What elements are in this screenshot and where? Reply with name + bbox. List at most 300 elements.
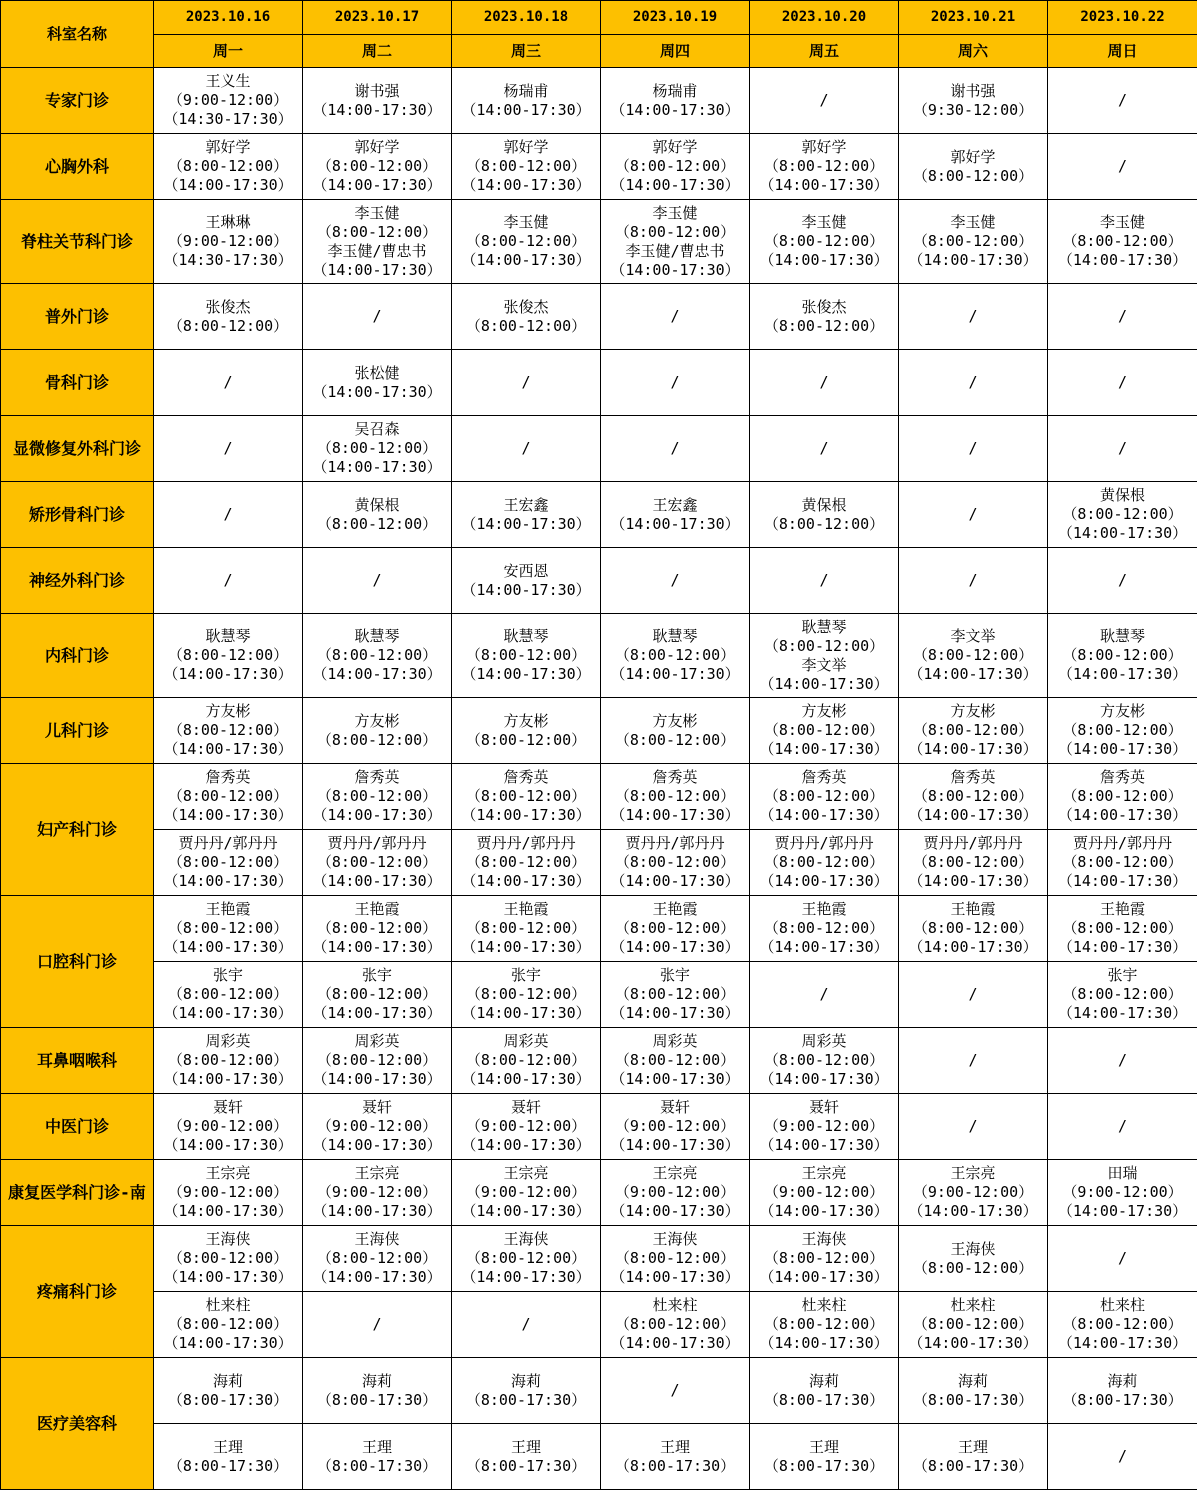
schedule-cell	[1048, 1226, 1197, 1292]
schedule-line: 方友彬	[154, 702, 302, 721]
no-clinic-mark: /	[452, 439, 600, 458]
schedule-cell	[601, 200, 750, 284]
schedule-cell	[1048, 1160, 1197, 1226]
schedule-line: 李文举	[899, 627, 1047, 646]
schedule-line: 聂轩	[154, 1098, 302, 1117]
table-row	[1, 350, 1197, 416]
schedule-line: （14:00-17:30）	[601, 1136, 749, 1155]
schedule-cell	[899, 482, 1048, 548]
schedule-cell	[154, 1160, 303, 1226]
schedule-cell	[154, 548, 303, 614]
schedule-line: （8:00-17:30）	[303, 1391, 451, 1410]
schedule-line: （14:00-17:30）	[601, 1334, 749, 1353]
weekday-header: 周二	[303, 35, 452, 68]
schedule-line: （14:00-17:30）	[452, 176, 600, 195]
schedule-line: （14:00-17:30）	[154, 740, 302, 759]
schedule-line: 王理	[303, 1438, 451, 1457]
schedule-cell	[1048, 1424, 1197, 1490]
schedule-line: 王艳霞	[303, 900, 451, 919]
schedule-line: 黄保根	[750, 496, 898, 515]
schedule-line: 谢书强	[303, 82, 451, 101]
schedule-line: （14:00-17:30）	[452, 1136, 600, 1155]
no-clinic-mark: /	[1048, 439, 1197, 458]
schedule-cell	[154, 1028, 303, 1094]
schedule-line: 方友彬	[303, 712, 451, 731]
schedule-line: 杜来柱	[899, 1296, 1047, 1315]
schedule-cell	[1048, 1292, 1197, 1358]
schedule-line: （14:00-17:30）	[1048, 938, 1197, 957]
schedule-line: （14:00-17:30）	[601, 872, 749, 891]
schedule-line: 王海侠	[452, 1230, 600, 1249]
schedule-line: （14:00-17:30）	[899, 806, 1047, 825]
schedule-line: （9:00-12:00）	[154, 91, 302, 110]
schedule-line: （8:00-12:00）	[899, 1259, 1047, 1278]
table-row	[1, 1160, 1197, 1226]
schedule-cell	[899, 962, 1048, 1028]
schedule-line: 王海侠	[899, 1240, 1047, 1259]
department-name: 专家门诊	[1, 68, 154, 134]
schedule-cell	[303, 1094, 452, 1160]
schedule-cell	[154, 1226, 303, 1292]
schedule-line: （8:00-12:00）	[601, 646, 749, 665]
schedule-cell	[601, 962, 750, 1028]
schedule-line: 王宗亮	[154, 1164, 302, 1183]
schedule-cell	[601, 350, 750, 416]
no-clinic-mark: /	[1048, 1447, 1197, 1466]
schedule-line: （8:00-12:00）	[452, 317, 600, 336]
schedule-line: 郭好学	[303, 138, 451, 157]
date-header: 2023.10.20	[750, 1, 899, 35]
schedule-cell	[303, 1226, 452, 1292]
schedule-cell	[154, 68, 303, 134]
schedule-line: （14:00-17:30）	[154, 938, 302, 957]
schedule-cell	[899, 1292, 1048, 1358]
schedule-line: （8:00-12:00）	[154, 317, 302, 336]
schedule-cell	[154, 1424, 303, 1490]
schedule-line: （9:00-12:00）	[750, 1117, 898, 1136]
schedule-cell	[154, 1292, 303, 1358]
schedule-line: 耿慧琴	[303, 627, 451, 646]
schedule-cell	[601, 1292, 750, 1358]
schedule-line: （14:00-17:30）	[750, 1334, 898, 1353]
schedule-cell	[899, 698, 1048, 764]
schedule-line: （14:00-17:30）	[452, 101, 600, 120]
schedule-cell	[1048, 134, 1197, 200]
schedule-line: （8:00-12:00）	[452, 1051, 600, 1070]
no-clinic-mark: /	[601, 307, 749, 326]
schedule-line: 王艳霞	[601, 900, 749, 919]
no-clinic-mark: /	[303, 1315, 451, 1334]
schedule-line: 李玉健	[1048, 213, 1197, 232]
no-clinic-mark: /	[154, 439, 302, 458]
department-name: 内科门诊	[1, 614, 154, 698]
schedule-line: （14:00-17:30）	[750, 872, 898, 891]
schedule-cell	[154, 482, 303, 548]
schedule-cell	[452, 200, 601, 284]
corner-header: 科室名称	[1, 1, 154, 68]
schedule-line: （9:00-12:00）	[452, 1117, 600, 1136]
schedule-line: （14:00-17:30）	[750, 675, 898, 694]
schedule-cell	[452, 1160, 601, 1226]
table-row	[1, 1292, 1197, 1358]
date-header: 2023.10.22	[1048, 1, 1197, 35]
schedule-cell	[899, 1226, 1048, 1292]
schedule-line: （9:00-12:00）	[750, 1183, 898, 1202]
schedule-line: （14:00-17:30）	[303, 1136, 451, 1155]
no-clinic-mark: /	[601, 571, 749, 590]
schedule-cell	[154, 350, 303, 416]
table-row	[1, 416, 1197, 482]
schedule-line: 聂轩	[601, 1098, 749, 1117]
schedule-line: 田瑞	[1048, 1164, 1197, 1183]
schedule-line: （8:00-12:00）	[154, 853, 302, 872]
schedule-line: 方友彬	[1048, 702, 1197, 721]
schedule-line: （8:00-12:00）	[303, 223, 451, 242]
schedule-line: （8:00-12:00）	[303, 1051, 451, 1070]
date-header-row	[1, 1, 1197, 35]
schedule-cell	[154, 1358, 303, 1424]
schedule-line: （14:00-17:30）	[303, 806, 451, 825]
date-header: 2023.10.21	[899, 1, 1048, 35]
schedule-line: 耿慧琴	[601, 627, 749, 646]
schedule-line: （14:00-17:30）	[154, 1136, 302, 1155]
schedule-cell	[452, 764, 601, 830]
schedule-line: 王琳琳	[154, 213, 302, 232]
schedule-line: （14:00-17:30）	[303, 101, 451, 120]
schedule-cell	[750, 830, 899, 896]
schedule-line: 贾丹丹/郭丹丹	[899, 834, 1047, 853]
schedule-cell	[452, 68, 601, 134]
schedule-line: （14:00-17:30）	[452, 251, 600, 270]
schedule-line: 詹秀英	[303, 768, 451, 787]
schedule-cell	[601, 134, 750, 200]
schedule-line: 杜来柱	[1048, 1296, 1197, 1315]
schedule-line: （8:00-17:30）	[303, 1457, 451, 1476]
weekday-header: 周日	[1048, 35, 1197, 68]
schedule-cell	[452, 614, 601, 698]
department-name: 神经外科门诊	[1, 548, 154, 614]
schedule-line: （14:00-17:30）	[750, 1136, 898, 1155]
schedule-cell	[452, 1424, 601, 1490]
schedule-line: （14:00-17:30）	[750, 1070, 898, 1089]
schedule-line: （8:00-12:00）	[452, 1249, 600, 1268]
schedule-line: （14:00-17:30）	[750, 1268, 898, 1287]
schedule-line: 贾丹丹/郭丹丹	[750, 834, 898, 853]
date-header: 2023.10.19	[601, 1, 750, 35]
schedule-line: （8:00-12:00）	[452, 853, 600, 872]
schedule-cell	[601, 1028, 750, 1094]
no-clinic-mark: /	[750, 985, 898, 1004]
schedule-line: （14:00-17:30）	[303, 458, 451, 477]
schedule-cell	[601, 1226, 750, 1292]
no-clinic-mark: /	[601, 373, 749, 392]
schedule-cell	[899, 350, 1048, 416]
schedule-line: （8:00-12:00）	[750, 787, 898, 806]
schedule-line: 耿慧琴	[750, 618, 898, 637]
schedule-line: （8:00-17:30）	[452, 1391, 600, 1410]
schedule-line: （14:00-17:30）	[601, 176, 749, 195]
schedule-cell	[750, 548, 899, 614]
schedule-line: 周彩英	[452, 1032, 600, 1051]
schedule-line: （8:00-12:00）	[1048, 919, 1197, 938]
schedule-cell	[601, 548, 750, 614]
schedule-line: （8:00-12:00）	[601, 1051, 749, 1070]
schedule-line: 詹秀英	[750, 768, 898, 787]
schedule-cell	[750, 200, 899, 284]
schedule-line: （8:00-12:00）	[601, 731, 749, 750]
date-header: 2023.10.16	[154, 1, 303, 35]
schedule-cell	[750, 962, 899, 1028]
schedule-line: （8:00-12:00）	[154, 157, 302, 176]
department-name: 骨科门诊	[1, 350, 154, 416]
schedule-line: （14:00-17:30）	[452, 1268, 600, 1287]
department-name: 矫形骨科门诊	[1, 482, 154, 548]
no-clinic-mark: /	[601, 439, 749, 458]
schedule-cell	[1048, 830, 1197, 896]
schedule-line: 聂轩	[452, 1098, 600, 1117]
schedule-cell	[303, 614, 452, 698]
schedule-line: 周彩英	[154, 1032, 302, 1051]
no-clinic-mark: /	[750, 439, 898, 458]
date-header: 2023.10.17	[303, 1, 452, 35]
schedule-cell	[154, 284, 303, 350]
schedule-line: 杨瑞甫	[452, 82, 600, 101]
schedule-cell	[154, 896, 303, 962]
schedule-cell	[899, 284, 1048, 350]
schedule-cell	[1048, 614, 1197, 698]
schedule-cell	[750, 482, 899, 548]
table-row	[1, 200, 1197, 284]
schedule-line: （8:00-12:00）	[1048, 985, 1197, 1004]
no-clinic-mark: /	[1048, 307, 1197, 326]
schedule-cell	[899, 134, 1048, 200]
schedule-line: （8:00-12:00）	[303, 515, 451, 534]
schedule-line: 郭好学	[154, 138, 302, 157]
schedule-line: 张俊杰	[452, 298, 600, 317]
schedule-cell	[154, 830, 303, 896]
schedule-line: 王艳霞	[750, 900, 898, 919]
schedule-cell	[750, 284, 899, 350]
schedule-cell	[750, 416, 899, 482]
schedule-line: （8:00-12:00）	[1048, 646, 1197, 665]
schedule-cell	[452, 830, 601, 896]
schedule-line: （14:00-17:30）	[601, 515, 749, 534]
schedule-line: 黄保根	[1048, 486, 1197, 505]
schedule-line: （8:00-12:00）	[303, 919, 451, 938]
schedule-line: 王理	[154, 1438, 302, 1457]
department-name: 儿科门诊	[1, 698, 154, 764]
schedule-line: （8:00-12:00）	[750, 721, 898, 740]
schedule-line: 聂轩	[303, 1098, 451, 1117]
schedule-line: （8:00-12:00）	[452, 985, 600, 1004]
schedule-line: （8:00-17:30）	[750, 1457, 898, 1476]
no-clinic-mark: /	[899, 505, 1047, 524]
schedule-line: （14:00-17:30）	[899, 251, 1047, 270]
schedule-line: 张宇	[452, 966, 600, 985]
schedule-line: （8:00-12:00）	[154, 1249, 302, 1268]
schedule-line: （8:00-12:00）	[750, 1315, 898, 1334]
schedule-line: 张宇	[1048, 966, 1197, 985]
schedule-line: 杜来柱	[750, 1296, 898, 1315]
schedule-line: （14:00-17:30）	[601, 938, 749, 957]
schedule-line: （14:00-17:30）	[452, 581, 600, 600]
schedule-cell	[303, 482, 452, 548]
schedule-line: （14:00-17:30）	[1048, 524, 1197, 543]
department-name: 医疗美容科	[1, 1358, 154, 1490]
no-clinic-mark: /	[303, 307, 451, 326]
schedule-line: 贾丹丹/郭丹丹	[154, 834, 302, 853]
schedule-line: （8:00-12:00）	[1048, 721, 1197, 740]
schedule-line: （8:00-12:00）	[750, 232, 898, 251]
schedule-line: （8:00-12:00）	[899, 787, 1047, 806]
schedule-line: （14:00-17:30）	[154, 1268, 302, 1287]
table-row	[1, 896, 1197, 962]
schedule-cell	[452, 1094, 601, 1160]
schedule-cell	[154, 764, 303, 830]
table-row	[1, 1226, 1197, 1292]
table-row	[1, 68, 1197, 134]
schedule-line: （14:00-17:30）	[303, 383, 451, 402]
schedule-line: （9:00-12:00）	[303, 1183, 451, 1202]
schedule-line: （14:00-17:30）	[899, 872, 1047, 891]
schedule-cell	[601, 764, 750, 830]
schedule-line: 李玉健/曹忠书	[303, 242, 451, 261]
no-clinic-mark: /	[452, 373, 600, 392]
schedule-line: （14:00-17:30）	[154, 665, 302, 684]
schedule-line: 李玉健	[303, 204, 451, 223]
schedule-line: （14:00-17:30）	[452, 938, 600, 957]
schedule-cell	[750, 1292, 899, 1358]
schedule-line: （8:00-17:30）	[1048, 1391, 1197, 1410]
department-name: 妇产科门诊	[1, 764, 154, 896]
schedule-line: （14:00-17:30）	[303, 176, 451, 195]
schedule-cell	[1048, 896, 1197, 962]
table-row	[1, 698, 1197, 764]
schedule-line: （9:30-12:00）	[899, 101, 1047, 120]
schedule-line: （8:00-12:00）	[452, 232, 600, 251]
schedule-line: （8:00-12:00）	[899, 167, 1047, 186]
schedule-cell	[452, 134, 601, 200]
schedule-cell	[154, 698, 303, 764]
schedule-line: （14:00-17:30）	[452, 515, 600, 534]
no-clinic-mark: /	[899, 373, 1047, 392]
schedule-line: （8:00-12:00）	[899, 1315, 1047, 1334]
schedule-line: （14:00-17:30）	[154, 176, 302, 195]
schedule-line: （8:00-12:00）	[750, 1249, 898, 1268]
schedule-line: 张宇	[303, 966, 451, 985]
table-row	[1, 482, 1197, 548]
schedule-cell	[899, 416, 1048, 482]
schedule-cell	[303, 1424, 452, 1490]
schedule-cell	[899, 830, 1048, 896]
schedule-line: 王海侠	[154, 1230, 302, 1249]
schedule-cell	[303, 416, 452, 482]
schedule-cell	[452, 1028, 601, 1094]
department-name: 心胸外科	[1, 134, 154, 200]
schedule-line: 贾丹丹/郭丹丹	[601, 834, 749, 853]
schedule-line: （14:00-17:30）	[601, 665, 749, 684]
schedule-line: （8:00-12:00）	[899, 919, 1047, 938]
schedule-line: （14:00-17:30）	[601, 261, 749, 280]
schedule-cell	[601, 698, 750, 764]
department-name: 耳鼻咽喉科	[1, 1028, 154, 1094]
schedule-cell	[601, 1424, 750, 1490]
schedule-line: （14:00-17:30）	[154, 872, 302, 891]
schedule-line: （14:00-17:30）	[899, 938, 1047, 957]
schedule-cell	[601, 830, 750, 896]
schedule-cell	[1048, 68, 1197, 134]
department-name: 普外门诊	[1, 284, 154, 350]
no-clinic-mark: /	[1048, 373, 1197, 392]
no-clinic-mark: /	[154, 373, 302, 392]
schedule-line: （8:00-17:30）	[452, 1457, 600, 1476]
schedule-cell	[601, 482, 750, 548]
no-clinic-mark: /	[750, 571, 898, 590]
schedule-cell	[750, 134, 899, 200]
schedule-line: （8:00-12:00）	[601, 919, 749, 938]
schedule-line: （14:00-17:30）	[452, 1202, 600, 1221]
schedule-line: 王理	[899, 1438, 1047, 1457]
schedule-cell	[750, 614, 899, 698]
schedule-line: （8:00-17:30）	[750, 1391, 898, 1410]
schedule-line: （14:00-17:30）	[750, 740, 898, 759]
schedule-cell	[452, 1292, 601, 1358]
schedule-line: 王理	[601, 1438, 749, 1457]
weekday-header-row	[1, 35, 1197, 68]
schedule-cell	[303, 200, 452, 284]
schedule-line: （14:00-17:30）	[452, 872, 600, 891]
schedule-line: （14:00-17:30）	[601, 1070, 749, 1089]
schedule-line: （9:00-12:00）	[154, 232, 302, 251]
schedule-body	[1, 68, 1197, 1490]
schedule-line: 王艳霞	[452, 900, 600, 919]
schedule-line: （14:00-17:30）	[303, 1004, 451, 1023]
schedule-line: （14:00-17:30）	[303, 1070, 451, 1089]
schedule-line: （8:00-12:00）	[899, 853, 1047, 872]
no-clinic-mark: /	[899, 307, 1047, 326]
schedule-line: （9:00-12:00）	[452, 1183, 600, 1202]
no-clinic-mark: /	[899, 571, 1047, 590]
no-clinic-mark: /	[750, 373, 898, 392]
schedule-cell	[601, 1358, 750, 1424]
schedule-line: （8:00-12:00）	[899, 721, 1047, 740]
schedule-line: （14:00-17:30）	[452, 806, 600, 825]
no-clinic-mark: /	[1048, 1051, 1197, 1070]
no-clinic-mark: /	[750, 91, 898, 110]
schedule-cell	[452, 962, 601, 1028]
schedule-line: 周彩英	[303, 1032, 451, 1051]
schedule-cell	[303, 698, 452, 764]
schedule-line: 李玉健	[452, 213, 600, 232]
schedule-line: 耿慧琴	[452, 627, 600, 646]
no-clinic-mark: /	[899, 439, 1047, 458]
schedule-cell	[303, 284, 452, 350]
schedule-cell	[601, 1160, 750, 1226]
schedule-line: 王海侠	[303, 1230, 451, 1249]
schedule-cell	[750, 764, 899, 830]
weekday-header: 周一	[154, 35, 303, 68]
department-name: 口腔科门诊	[1, 896, 154, 1028]
schedule-line: （14:00-17:30）	[750, 806, 898, 825]
schedule-cell	[899, 896, 1048, 962]
schedule-line: （14:00-17:30）	[899, 1202, 1047, 1221]
schedule-line: （14:00-17:30）	[303, 1202, 451, 1221]
schedule-line: 詹秀英	[154, 768, 302, 787]
schedule-cell	[899, 68, 1048, 134]
schedule-cell	[452, 416, 601, 482]
schedule-cell	[899, 1028, 1048, 1094]
schedule-cell	[303, 548, 452, 614]
